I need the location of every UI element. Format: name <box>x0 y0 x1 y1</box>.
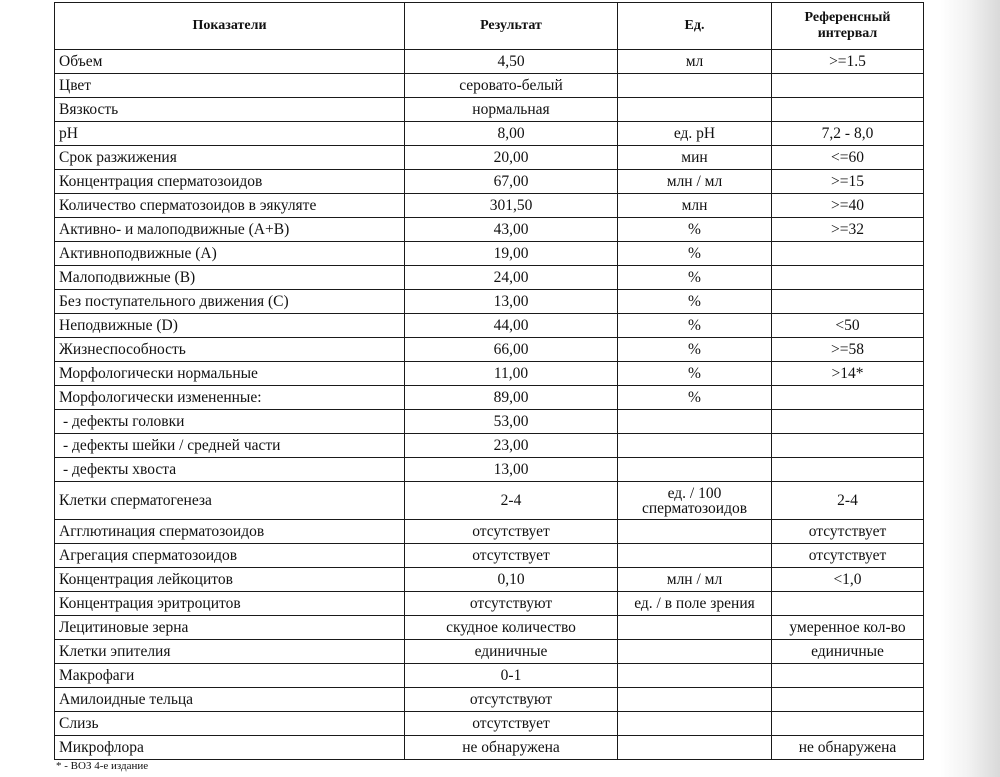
cell-unit: % <box>618 242 772 266</box>
cell-result: отсутствуют <box>405 688 618 712</box>
cell-unit <box>618 544 772 568</box>
cell-result: отсутствует <box>405 520 618 544</box>
cell-reference: <50 <box>772 314 924 338</box>
cell-result: серовато-белый <box>405 74 618 98</box>
cell-reference: отсутствует <box>772 520 924 544</box>
table-row <box>55 458 924 482</box>
cell-result: 53,00 <box>405 410 618 434</box>
table-row <box>55 122 924 146</box>
cell-unit <box>618 640 772 664</box>
table-row <box>55 688 924 712</box>
cell-reference <box>772 410 924 434</box>
cell-name: Микрофлора <box>55 736 405 760</box>
cell-unit: % <box>618 314 772 338</box>
cell-result: 89,00 <box>405 386 618 410</box>
cell-unit <box>618 74 772 98</box>
cell-result: единичные <box>405 640 618 664</box>
table-row <box>55 410 924 434</box>
cell-name: pH <box>55 122 405 146</box>
cell-unit: млн / мл <box>618 170 772 194</box>
cell-result: 19,00 <box>405 242 618 266</box>
cell-result: 20,00 <box>405 146 618 170</box>
cell-reference: >=32 <box>772 218 924 242</box>
cell-result: 24,00 <box>405 266 618 290</box>
cell-reference <box>772 664 924 688</box>
table-row <box>55 290 924 314</box>
cell-unit <box>618 434 772 458</box>
table-row <box>55 386 924 410</box>
cell-result: отсутствует <box>405 712 618 736</box>
cell-result: отсутствует <box>405 544 618 568</box>
cell-name: Слизь <box>55 712 405 736</box>
cell-reference <box>772 592 924 616</box>
cell-name: Вязкость <box>55 98 405 122</box>
cell-name: Количество сперматозоидов в эякуляте <box>55 194 405 218</box>
cell-name: - дефекты головки <box>55 410 405 434</box>
table-row <box>55 194 924 218</box>
cell-unit: мл <box>618 50 772 74</box>
cell-unit: млн / мл <box>618 568 772 592</box>
cell-unit: % <box>618 266 772 290</box>
cell-reference: >14* <box>772 362 924 386</box>
header-reference: Референсный интервал <box>772 3 924 50</box>
cell-name: Макрофаги <box>55 664 405 688</box>
footnote: * - ВОЗ 4-е издание <box>56 760 149 772</box>
cell-unit: ед. / 100 сперматозоидов <box>618 482 772 520</box>
cell-reference: >=1.5 <box>772 50 924 74</box>
cell-name: Амилоидные тельца <box>55 688 405 712</box>
cell-reference: 7,2 - 8,0 <box>772 122 924 146</box>
table-row <box>55 640 924 664</box>
cell-reference <box>772 386 924 410</box>
cell-result: 301,50 <box>405 194 618 218</box>
page-edge-shadow <box>940 0 1000 777</box>
cell-name: Концентрация эритроцитов <box>55 592 405 616</box>
cell-name: Концентрация лейкоцитов <box>55 568 405 592</box>
cell-reference: отсутствует <box>772 544 924 568</box>
cell-unit <box>618 712 772 736</box>
cell-reference: не обнаружена <box>772 736 924 760</box>
cell-unit: ед. pH <box>618 122 772 146</box>
cell-unit <box>618 520 772 544</box>
cell-reference <box>772 290 924 314</box>
cell-name: Цвет <box>55 74 405 98</box>
table-header-row <box>55 3 924 50</box>
cell-result: нормальная <box>405 98 618 122</box>
table-row <box>55 592 924 616</box>
table-row <box>55 434 924 458</box>
cell-reference: <=60 <box>772 146 924 170</box>
cell-unit <box>618 688 772 712</box>
semen-analysis-table <box>54 2 924 760</box>
cell-unit <box>618 664 772 688</box>
cell-name: Клетки сперматогенеза <box>55 482 405 520</box>
cell-name: Малоподвижные (B) <box>55 266 405 290</box>
cell-reference: 2-4 <box>772 482 924 520</box>
cell-result: 66,00 <box>405 338 618 362</box>
cell-name: Морфологически измененные: <box>55 386 405 410</box>
table-row <box>55 712 924 736</box>
table-row <box>55 98 924 122</box>
table-row <box>55 362 924 386</box>
cell-result: отсутствуют <box>405 592 618 616</box>
cell-unit: % <box>618 338 772 362</box>
cell-unit: % <box>618 362 772 386</box>
cell-unit <box>618 98 772 122</box>
cell-name: Объем <box>55 50 405 74</box>
cell-result: 0-1 <box>405 664 618 688</box>
cell-unit <box>618 616 772 640</box>
cell-reference <box>772 242 924 266</box>
cell-result: 23,00 <box>405 434 618 458</box>
table-row <box>55 146 924 170</box>
header-result: Результат <box>405 3 618 50</box>
cell-reference: >=15 <box>772 170 924 194</box>
cell-name: Жизнеспособность <box>55 338 405 362</box>
table-row <box>55 338 924 362</box>
table-row <box>55 482 924 520</box>
table-row <box>55 218 924 242</box>
table-row <box>55 266 924 290</box>
table-row <box>55 74 924 98</box>
cell-unit <box>618 736 772 760</box>
cell-reference: <1,0 <box>772 568 924 592</box>
table-row <box>55 568 924 592</box>
table-row <box>55 314 924 338</box>
cell-result: 43,00 <box>405 218 618 242</box>
cell-unit: ед. / в поле зрения <box>618 592 772 616</box>
cell-result: 4,50 <box>405 50 618 74</box>
cell-name: Морфологически нормальные <box>55 362 405 386</box>
cell-name: Активноподвижные (A) <box>55 242 405 266</box>
cell-name: - дефекты шейки / средней части <box>55 434 405 458</box>
cell-reference <box>772 712 924 736</box>
cell-name: Лецитиновые зерна <box>55 616 405 640</box>
cell-reference: >=40 <box>772 194 924 218</box>
table-row <box>55 664 924 688</box>
cell-unit <box>618 458 772 482</box>
cell-reference <box>772 434 924 458</box>
table-row <box>55 736 924 760</box>
header-indicator: Показатели <box>55 3 405 50</box>
cell-reference <box>772 266 924 290</box>
cell-name: Неподвижные (D) <box>55 314 405 338</box>
cell-result: 44,00 <box>405 314 618 338</box>
cell-unit: млн <box>618 194 772 218</box>
cell-result: не обнаружена <box>405 736 618 760</box>
cell-result: 0,10 <box>405 568 618 592</box>
cell-unit: % <box>618 386 772 410</box>
table-row <box>55 50 924 74</box>
cell-result: 67,00 <box>405 170 618 194</box>
cell-result: 13,00 <box>405 458 618 482</box>
cell-result: 8,00 <box>405 122 618 146</box>
cell-result: 11,00 <box>405 362 618 386</box>
header-unit: Ед. <box>618 3 772 50</box>
table-row <box>55 616 924 640</box>
cell-reference <box>772 458 924 482</box>
cell-name: Срок разжижения <box>55 146 405 170</box>
cell-name: Без поступательного движения (C) <box>55 290 405 314</box>
cell-result: 13,00 <box>405 290 618 314</box>
cell-name: Агглютинация сперматозоидов <box>55 520 405 544</box>
cell-reference <box>772 74 924 98</box>
cell-reference: умеренное кол-во <box>772 616 924 640</box>
cell-unit: мин <box>618 146 772 170</box>
cell-result: 2-4 <box>405 482 618 520</box>
table-row <box>55 544 924 568</box>
cell-reference <box>772 688 924 712</box>
cell-reference: единичные <box>772 640 924 664</box>
cell-reference: >=58 <box>772 338 924 362</box>
table-row <box>55 520 924 544</box>
cell-unit <box>618 410 772 434</box>
cell-name: Клетки эпителия <box>55 640 405 664</box>
cell-unit: % <box>618 218 772 242</box>
cell-reference <box>772 98 924 122</box>
cell-name: - дефекты хвоста <box>55 458 405 482</box>
cell-name: Концентрация сперматозоидов <box>55 170 405 194</box>
cell-result: скудное количество <box>405 616 618 640</box>
cell-name: Активно- и малоподвижные (A+B) <box>55 218 405 242</box>
table-row <box>55 242 924 266</box>
cell-unit: % <box>618 290 772 314</box>
cell-name: Агрегация сперматозоидов <box>55 544 405 568</box>
table-row <box>55 170 924 194</box>
